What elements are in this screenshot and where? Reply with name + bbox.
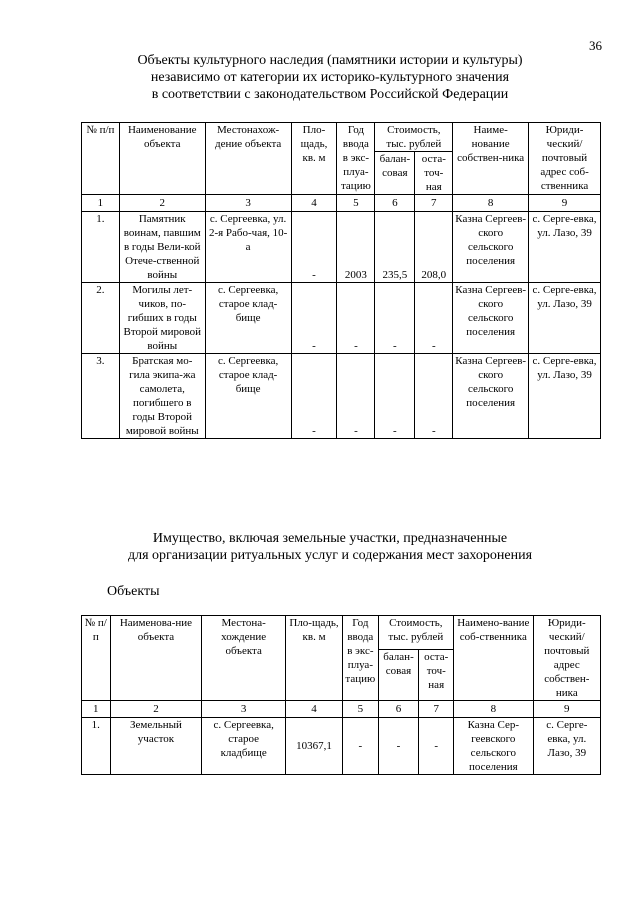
section2-title-line: Имущество, включая земельные участки, предназначенные: [152, 531, 508, 546]
table-row: [82, 718, 601, 775]
row-year: -: [343, 718, 379, 775]
col-number: 9: [533, 701, 600, 718]
row-address: с. Серге-евка, ул. Лазо, 39: [529, 283, 601, 354]
row-balance: 235,5: [375, 212, 415, 283]
header-name: Наименование объекта: [119, 123, 205, 195]
row-owner: Казна Сер-геевского сельского поселения: [454, 718, 534, 775]
row-address: с. Серге-евка, ул. Лазо, 39: [529, 354, 601, 439]
col-number: 4: [285, 701, 342, 718]
row-area: -: [291, 283, 337, 354]
header-num: № п/п: [82, 616, 111, 701]
header-year: Год ввода в экс-плуа-тацию: [343, 616, 379, 701]
col-number: 2: [119, 195, 205, 212]
row-owner: Казна Сергеев-ского сельского поселения: [453, 212, 529, 283]
row-residual: -: [415, 354, 453, 439]
table-row: [82, 283, 601, 354]
section1-title-line: в соответствии с законодательством Российской Федерации: [151, 87, 509, 102]
row-area: 10367,1: [285, 718, 342, 775]
header-owner: Наимено-вание соб-ственника: [454, 616, 534, 701]
row-residual: 208,0: [415, 212, 453, 283]
header-name: Наименова-ние объекта: [110, 616, 202, 701]
section2-title-line: для организации ритуальных услуг и содержания мест захоронения: [127, 548, 533, 563]
header-num: № п/п: [82, 123, 120, 195]
table-row: [82, 212, 601, 283]
col-number: 3: [202, 701, 286, 718]
cultural-heritage-table: [81, 122, 601, 439]
header-cost-residual: оста-точ-ная: [419, 650, 454, 701]
row-address: с. Серге-евка, ул. Лазо, 39: [533, 718, 600, 775]
header-address: Юриди-ческий/ почтовый адрес соб-ственника: [529, 123, 601, 195]
row-name: Братская мо-гила экипа-жа самолета, погибшего в годы Второй мировой войны: [119, 354, 205, 439]
row-residual: -: [415, 283, 453, 354]
col-number: 1: [82, 701, 111, 718]
header-area: Пло-щадь, кв. м: [291, 123, 337, 195]
col-number: 7: [419, 701, 454, 718]
col-number: 5: [337, 195, 375, 212]
column-number-row: [82, 701, 601, 718]
row-year: -: [337, 354, 375, 439]
page-number: 36: [589, 38, 602, 53]
col-number: 6: [375, 195, 415, 212]
row-name: Земельный участок: [110, 718, 202, 775]
row-area: -: [291, 354, 337, 439]
row-num: 1.: [82, 718, 111, 775]
row-num: 2.: [82, 283, 120, 354]
section1-title-line: Объекты культурного наследия (памятники истории и культуры): [137, 53, 523, 68]
row-balance: -: [375, 283, 415, 354]
burial-property-table: [81, 615, 601, 775]
row-owner: Казна Сергеев-ского сельского поселения: [453, 354, 529, 439]
header-cost: Стоимость, тыс. рублей: [378, 616, 453, 650]
row-balance: -: [375, 354, 415, 439]
row-location: с. Сергеевка, старое клад-бище: [205, 354, 291, 439]
header-location: Местона-хождение объекта: [202, 616, 286, 701]
row-num: 1.: [82, 212, 120, 283]
section2-subtitle: Объекты: [107, 584, 160, 599]
column-number-row: [82, 195, 601, 212]
row-name: Могилы лет-чиков, по-гибших в годы Второй мировой войны: [119, 283, 205, 354]
row-location: с. Сергеевка, ул. 2-я Рабо-чая, 10-а: [205, 212, 291, 283]
row-owner: Казна Сергеев-ского сельского поселения: [453, 283, 529, 354]
row-num: 3.: [82, 354, 120, 439]
row-year: -: [337, 283, 375, 354]
row-balance: -: [378, 718, 419, 775]
section2-title: [80, 530, 580, 564]
col-number: 3: [205, 195, 291, 212]
row-address: с. Серге-евка, ул. Лазо, 39: [529, 212, 601, 283]
section1-title: [80, 52, 580, 103]
section1-title-line: независимо от категории их историко-культурного значения: [150, 70, 510, 85]
header-address: Юриди-ческий/ почтовый адрес собствен-ника: [533, 616, 600, 701]
col-number: 1: [82, 195, 120, 212]
table-header-row: [82, 123, 601, 152]
col-number: 2: [110, 701, 202, 718]
header-area: Пло-щадь, кв. м: [285, 616, 342, 701]
header-cost-balance: балан-совая: [378, 650, 419, 701]
header-owner: Наиме-нование собствен-ника: [453, 123, 529, 195]
row-location: с. Сергеевка, старое кладбище: [202, 718, 286, 775]
table-header-row: [82, 616, 601, 650]
header-year: Год ввода в экс-плуа-тацию: [337, 123, 375, 195]
header-location: Местонахож-дение объекта: [205, 123, 291, 195]
row-year: 2003: [337, 212, 375, 283]
col-number: 5: [343, 701, 379, 718]
col-number: 9: [529, 195, 601, 212]
row-name: Памятник воинам, павшим в годы Вели-кой Отече-ственной войны: [119, 212, 205, 283]
row-location: с. Сергеевка, старое клад-бище: [205, 283, 291, 354]
col-number: 6: [378, 701, 419, 718]
row-area: -: [291, 212, 337, 283]
table-row: [82, 354, 601, 439]
col-number: 7: [415, 195, 453, 212]
header-cost: Стоимость, тыс. рублей: [375, 123, 453, 152]
header-cost-residual: оста-точ-ная: [415, 152, 453, 195]
col-number: 4: [291, 195, 337, 212]
col-number: 8: [454, 701, 534, 718]
col-number: 8: [453, 195, 529, 212]
header-cost-balance: балан-совая: [375, 152, 415, 195]
row-residual: -: [419, 718, 454, 775]
